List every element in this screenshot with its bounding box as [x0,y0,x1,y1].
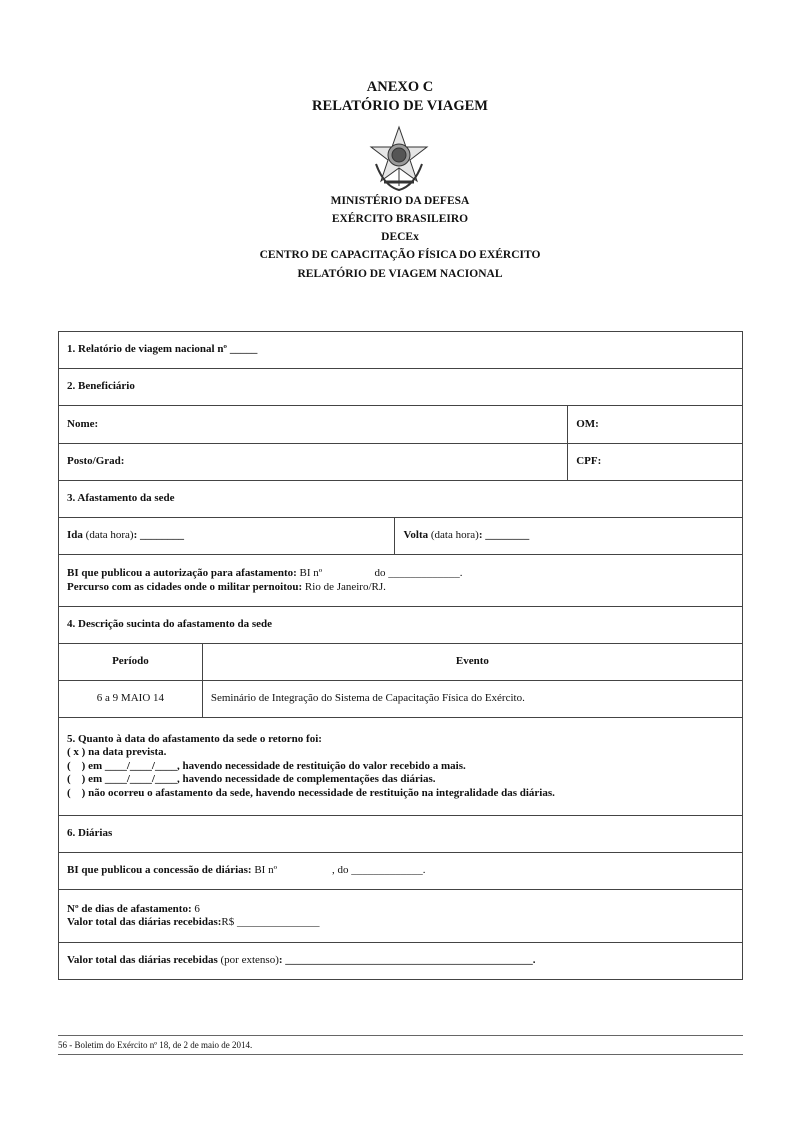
dept-line: DECEx [381,231,419,243]
return-question: 5. Quanto à data do afastamento da sede o retorno foi: [67,732,322,745]
departure-datetime-field[interactable] [59,518,395,555]
section-3-departure: 3. Afastamento da sede [59,481,743,518]
authorization-cell [59,555,743,607]
annex-title: ANEXO C [366,79,434,95]
amount-words-label: Valor total das diárias recebidas [67,954,218,967]
cpf-field[interactable]: CPF: [568,444,743,481]
return-option-late[interactable]: ( ) em ____/____/____, havendo necessidade de complementações das diárias. [67,773,436,786]
amount-value[interactable]: R$ _______________ [221,916,320,928]
amount-words-value[interactable]: : _____________________________________________. [278,954,536,967]
center-line: CENTRO DE CAPACITAÇÃO FÍSICA DO EXÉRCITO [259,249,541,261]
allowance-bulletin-value[interactable]: BI nº , do _____________. [251,864,426,877]
coat-of-arms-icon [364,124,434,194]
section-5-return-status [59,718,743,816]
army-line: EXÉRCITO BRASILEIRO [331,213,469,225]
rank-field[interactable]: Posto/Grad: [59,444,568,481]
return-option-early[interactable]: ( ) em ____/____/____, havendo necessidade de restituição do valor recebido a mais. [67,759,466,772]
section-6-allowances: 6. Diárias [59,816,743,853]
authorization-label: BI que publicou a autorização para afastamento: [67,567,297,579]
route-label: Percurso com as cidades onde o militar pernoitou: [67,580,303,593]
departure-hint: (data hora) [82,529,134,542]
amount-in-words-cell [59,943,743,980]
days-label: Nº de dias de afastamento: [67,902,192,915]
event-column-header: Evento [202,644,742,681]
ministry-line: MINISTÉRIO DA DEFESA [330,195,470,207]
route-value[interactable]: Rio de Janeiro/RJ. [302,580,386,593]
allowance-days-cell [59,890,743,943]
event-value[interactable]: Seminário de Integração do Sistema de Capacitação Física do Exército. [202,681,742,718]
departure-value: : ________ [133,529,185,542]
subtitle-line: RELATÓRIO DE VIAGEM NACIONAL [297,268,503,280]
return-hint: (data hora) [428,529,479,542]
period-column-header: Período [59,644,203,681]
departure-label: Ida [67,529,83,542]
return-value: : ________ [478,529,530,542]
report-title: RELATÓRIO DE VIAGEM [312,98,488,114]
return-datetime-field[interactable] [395,518,743,555]
section-1-report-number: 1. Relatório de viagem nacional nº _____ [59,332,743,369]
period-value[interactable]: 6 a 9 MAIO 14 [59,681,203,718]
om-field[interactable]: OM: [568,406,743,444]
allowance-bulletin-cell [59,853,743,890]
return-option-on-time[interactable]: ( x ) na data prevista. [67,746,167,759]
travel-report-form [58,331,743,980]
page-footer: 56 - Boletim do Exército nº 18, de 2 de maio de 2014. [58,1035,743,1055]
name-field[interactable]: Nome: [59,406,568,444]
return-label: Volta [403,529,429,542]
authorization-value[interactable]: BI nº do _____________. [296,567,463,579]
allowance-bulletin-label: BI que publicou a concessão de diárias: [67,864,252,877]
amount-words-hint: (por extenso) [217,954,279,967]
return-option-not-occurred[interactable]: ( ) não ocorreu o afastamento da sede, havendo necessidade de restituição na integralidade das diárias. [67,786,555,799]
days-value[interactable]: 6 [191,902,200,915]
section-4-description: 4. Descrição sucinta do afastamento da sede [59,607,743,644]
amount-label: Valor total das diárias recebidas: [67,916,222,928]
section-2-beneficiary: 2. Beneficiário [59,369,743,406]
